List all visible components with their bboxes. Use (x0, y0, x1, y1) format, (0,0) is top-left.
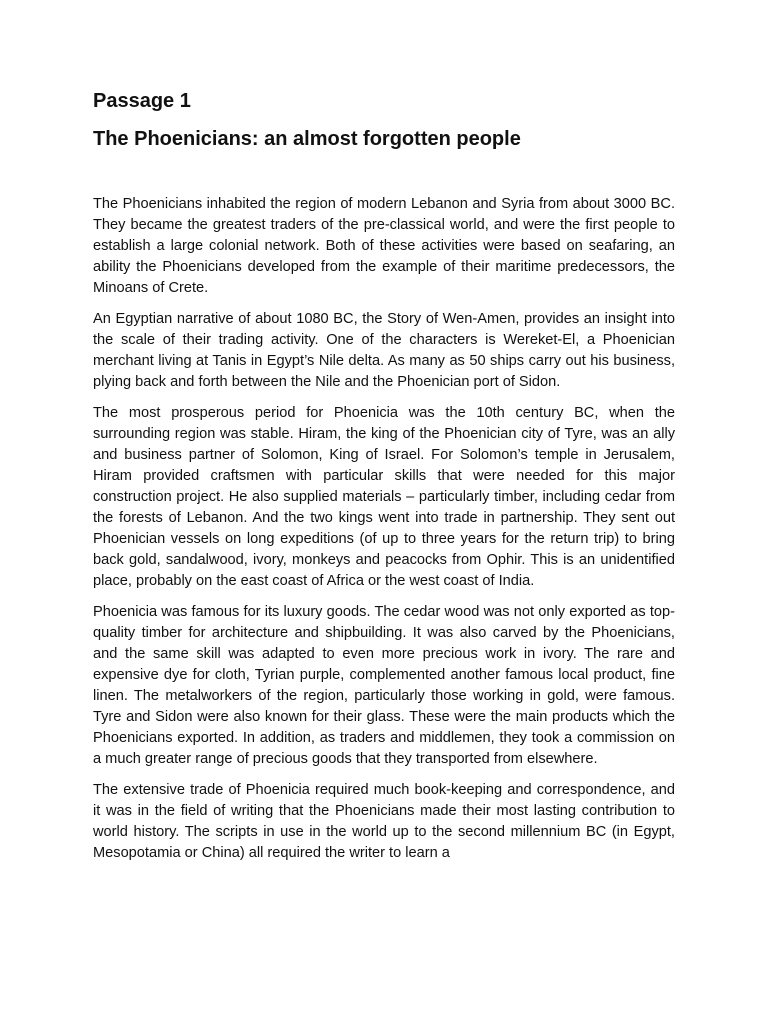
paragraph-1: The Phoenicians inhabited the region of modern Lebanon and Syria from about 3000 BC. They became the greatest traders of the pre-classical world, and were the first people to establish a large colonial network. Both of these activities were based on seafaring, an ability the Phoenicians developed from the example of their maritime predecessors, the Minoans of Crete. (93, 196, 675, 296)
paragraph-4: Phoenicia was famous for its luxury goods. The cedar wood was not only exported as top-quality timber for architecture and shipbuilding. It was also carved by the Phoenicians, and the same skill was adapted to even more precious work in ivory. The rare and expensive dye for cloth, Tyrian purple, complemented another famous local product, fine linen. The metalworkers of the region, particularly those working in gold, were famous. Tyre and Sidon were also known for their glass. These were the main products which the Phoenicians exported. In addition, as traders and middlemen, they took a commission on a much greater range of precious goods that they transported from elsewhere. (93, 604, 675, 767)
document-page (93, 88, 675, 874)
paragraph-3: The most prosperous period for Phoenicia was the 10th century BC, when the surrounding region was stable. Hiram, the king of the Phoenician city of Tyre, was an ally and business partner of Solomon, King of Israel. For Solomon’s temple in Jerusalem, Hiram provided craftsmen with particular skills that were needed for this major construction project. He also supplied materials – particularly timber, including cedar from the forests of Lebanon. And the two kings went into trade in partnership. They sent out Phoenician vessels on long expeditions (of up to three years for the return trip) to bring back gold, sandalwood, ivory, monkeys and peacocks from Ophir. This is an unidentified place, probably on the east coast of Africa or the west coast of India. (93, 405, 675, 589)
page-title: The Phoenicians: an almost forgotten people (93, 128, 521, 150)
passage-label: Passage 1 (93, 90, 191, 112)
document-body (93, 194, 675, 864)
paragraph-2: An Egyptian narrative of about 1080 BC, the Story of Wen-Amen, provides an insight into the scale of their trading activity. One of the characters is Wereket-El, a Phoenician merchant living at Tanis in Egypt’s Nile delta. As many as 50 ships carry out his business, plying back and forth between the Nile and the Phoenician port of Sidon. (93, 311, 675, 390)
paragraph-5: The extensive trade of Phoenicia required much book-keeping and correspondence, and it was in the field of writing that the Phoenicians made their most lasting contribution to world history. The scripts in use in the world up to the second millennium BC (in Egypt, Mesopotamia or China) all required the writer to learn a (93, 782, 675, 861)
